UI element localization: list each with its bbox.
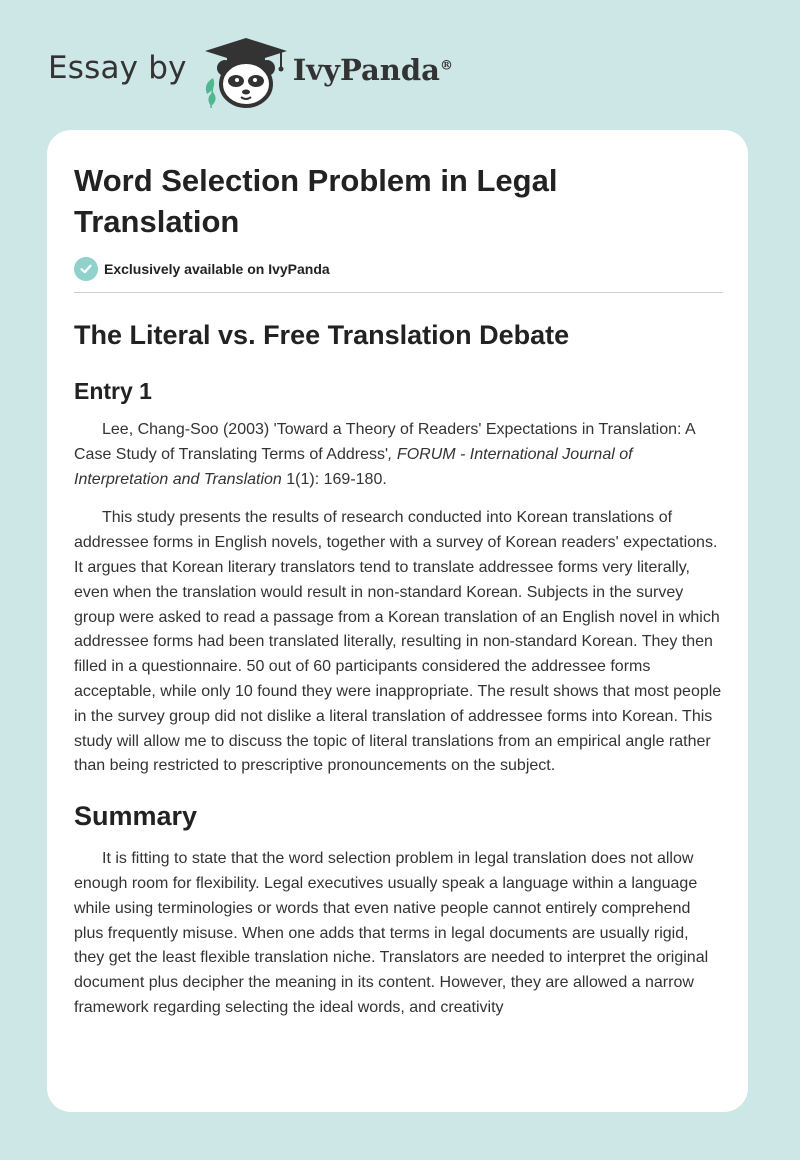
brand-name[interactable] [293, 53, 453, 87]
summary-heading: Summary [74, 801, 198, 832]
citation-authors-title: Lee, Chang-Soo (2003) 'Toward a Theory of Readers' Expectations in Translation: A Case Study of Translating Terms of Address' [74, 421, 695, 463]
brand-name-text: IvyPanda [292, 53, 440, 87]
article-content [74, 160, 723, 1021]
section-heading: The Literal vs. Free Translation Debate [74, 320, 570, 350]
brand-prefix: Essay by [48, 50, 187, 86]
article-card [47, 130, 748, 1112]
entry-heading: Entry 1 [74, 378, 152, 404]
citation-volume-pages: 1(1): 169-180. [281, 470, 387, 488]
check-icon [74, 257, 98, 281]
exclusive-text: Exclusively available on IvyPanda [104, 261, 330, 277]
divider [74, 292, 723, 293]
summary-body-paragraph: It is fitting to state that the word selection problem in legal translation does not allow enough room for flexibility. Legal executives usually speak a language within a language while using terminologies or words that even native people cannot entirely comprehend plus frequently misuse. When one adds that terms in legal documents are usually rigid, they get the least flexible translation niche. Translators are needed to interpret the original document plus decipher the meaning in its content. However, they are allowed a narrow framework regarding selecting the ideal words, and creativity [74, 850, 709, 1016]
citation-paragraph [74, 418, 723, 492]
brand-header [48, 34, 453, 110]
entry-body-paragraph: This study presents the results of research conducted into Korean translations of addressee forms in English novels, together with a survey of Korean readers' expectations. It argues that Korean literary translators tend to translate addressee forms very literally, even when the translation would result in non-standard Korean. Subjects in the survey group were asked to read a passage from a Korean translation of an English novel in which addressee forms had been translated literally, resulting in non-standard Korean. They then filled in a questionnaire. 50 out of 60 participants considered the addressee forms acceptable, while only 10 found they were inappropriate. The result shows that most people in the survey group did not dislike a literal translation of addressee forms into Korean. This study will allow me to discuss the topic of literal translations from an empirical angle rather than being restricted to prescriptive pronouncements on the subject. [74, 509, 722, 775]
page-title: Word Selection Problem in Legal Translation [74, 163, 558, 239]
panda-graduate-icon[interactable] [201, 34, 291, 110]
exclusive-badge [74, 256, 723, 282]
registered-mark: ® [439, 58, 453, 74]
citation-journal: , FORUM - International Journal of Interpretation and Translation [74, 445, 633, 488]
